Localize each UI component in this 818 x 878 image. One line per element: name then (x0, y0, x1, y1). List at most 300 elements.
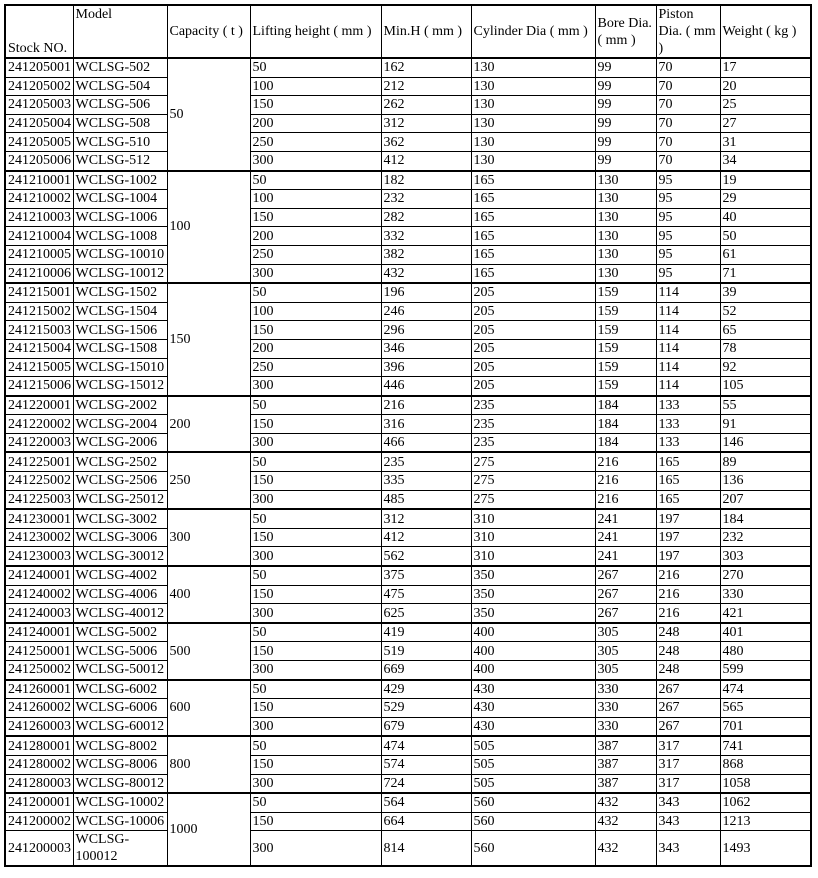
lifting-height-cell: 150 (250, 321, 381, 340)
bore-dia-cell: 130 (595, 190, 656, 209)
lifting-height-cell: 300 (250, 433, 381, 452)
lifting-height-cell: 300 (250, 661, 381, 680)
stock-no-cell: 241215005 (5, 358, 73, 377)
cylinder-dia-cell: 130 (471, 77, 595, 96)
model-cell: WCLSG-2002 (73, 396, 167, 415)
stock-no-cell: 241260002 (5, 699, 73, 718)
lifting-height-cell: 300 (250, 377, 381, 396)
bore-dia-cell: 99 (595, 58, 656, 77)
min-h-cell: 232 (381, 190, 471, 209)
lifting-height-cell: 50 (250, 171, 381, 190)
stock-no-cell: 241220002 (5, 415, 73, 434)
piston-dia-cell: 70 (656, 151, 720, 170)
table-row (5, 190, 811, 209)
weight-cell: 401 (720, 623, 811, 642)
model-cell: WCLSG-1506 (73, 321, 167, 340)
bore-dia-cell: 99 (595, 77, 656, 96)
stock-no-cell: 241205001 (5, 58, 73, 77)
lifting-height-cell: 50 (250, 396, 381, 415)
cylinder-dia-cell: 130 (471, 96, 595, 115)
lifting-height-cell: 200 (250, 339, 381, 358)
stock-no-cell: 241240001 (5, 566, 73, 585)
stock-no-cell: 241220003 (5, 433, 73, 452)
piston-dia-cell: 267 (656, 717, 720, 736)
lifting-height-cell: 50 (250, 623, 381, 642)
weight-cell: 868 (720, 755, 811, 774)
model-cell: WCLSG-2004 (73, 415, 167, 434)
cylinder-dia-cell: 350 (471, 585, 595, 604)
min-h-cell: 574 (381, 755, 471, 774)
stock-no-cell: 241215002 (5, 302, 73, 321)
weight-cell: 65 (720, 321, 811, 340)
lifting-height-cell: 300 (250, 717, 381, 736)
bore-dia-cell: 330 (595, 717, 656, 736)
piston-dia-cell: 70 (656, 96, 720, 115)
capacity-cell: 800 (167, 736, 250, 793)
stock-no-cell: 241280002 (5, 755, 73, 774)
model-cell: WCLSG-100012 (73, 831, 167, 867)
stock-no-cell: 241200003 (5, 831, 73, 867)
model-cell: WCLSG-508 (73, 114, 167, 133)
piston-dia-cell: 343 (656, 812, 720, 831)
bore-dia-cell: 432 (595, 812, 656, 831)
lifting-height-cell: 50 (250, 736, 381, 755)
cylinder-dia-cell: 205 (471, 339, 595, 358)
piston-dia-cell: 197 (656, 547, 720, 566)
capacity-cell: 100 (167, 171, 250, 284)
weight-cell: 55 (720, 396, 811, 415)
stock-no-cell: 241240001 (5, 623, 73, 642)
cylinder-dia-cell: 310 (471, 547, 595, 566)
cylinder-dia-cell: 505 (471, 755, 595, 774)
min-h-cell: 466 (381, 433, 471, 452)
piston-dia-cell: 95 (656, 264, 720, 283)
weight-cell: 89 (720, 452, 811, 471)
stock-no-cell: 241215003 (5, 321, 73, 340)
cylinder-dia-cell: 430 (471, 717, 595, 736)
stock-no-cell: 241230003 (5, 547, 73, 566)
cylinder-dia-cell: 130 (471, 151, 595, 170)
cylinder-dia-cell: 505 (471, 774, 595, 793)
lifting-height-cell: 150 (250, 585, 381, 604)
model-cell: WCLSG-502 (73, 58, 167, 77)
bore-dia-cell: 305 (595, 661, 656, 680)
lifting-height-cell: 300 (250, 831, 381, 867)
stock-no-cell: 241205002 (5, 77, 73, 96)
bore-dia-cell: 216 (595, 472, 656, 491)
piston-dia-cell: 133 (656, 433, 720, 452)
weight-cell: 17 (720, 58, 811, 77)
piston-dia-cell: 70 (656, 58, 720, 77)
piston-dia-cell: 267 (656, 699, 720, 718)
min-h-cell: 429 (381, 680, 471, 699)
model-cell: WCLSG-15012 (73, 377, 167, 396)
weight-cell: 270 (720, 566, 811, 585)
model-cell: WCLSG-4002 (73, 566, 167, 585)
lifting-height-cell: 150 (250, 208, 381, 227)
piston-dia-cell: 165 (656, 490, 720, 509)
min-h-cell: 262 (381, 96, 471, 115)
lifting-height-cell: 150 (250, 472, 381, 491)
table-row (5, 245, 811, 264)
cylinder-dia-cell: 560 (471, 831, 595, 867)
weight-cell: 421 (720, 604, 811, 623)
bore-dia-cell: 184 (595, 433, 656, 452)
lifting-height-cell: 100 (250, 77, 381, 96)
piston-dia-cell: 248 (656, 623, 720, 642)
piston-dia-cell: 95 (656, 190, 720, 209)
piston-dia-cell: 165 (656, 472, 720, 491)
min-h-cell: 412 (381, 528, 471, 547)
cylinder-dia-cell: 130 (471, 133, 595, 152)
weight-cell: 207 (720, 490, 811, 509)
piston-dia-cell: 114 (656, 358, 720, 377)
model-cell: WCLSG-504 (73, 77, 167, 96)
weight-cell: 741 (720, 736, 811, 755)
model-cell: WCLSG-1502 (73, 283, 167, 302)
min-h-cell: 432 (381, 264, 471, 283)
lifting-height-cell: 50 (250, 566, 381, 585)
bore-dia-cell: 330 (595, 699, 656, 718)
stock-no-cell: 241250002 (5, 661, 73, 680)
piston-dia-cell: 114 (656, 283, 720, 302)
weight-cell: 50 (720, 227, 811, 246)
bore-dia-cell: 216 (595, 452, 656, 471)
cylinder-dia-cell: 235 (471, 396, 595, 415)
col-header-weight: Weight ( kg ) (720, 5, 811, 58)
bore-dia-cell: 130 (595, 171, 656, 190)
min-h-cell: 724 (381, 774, 471, 793)
bore-dia-cell: 241 (595, 528, 656, 547)
model-cell: WCLSG-2502 (73, 452, 167, 471)
min-h-cell: 564 (381, 793, 471, 812)
min-h-cell: 475 (381, 585, 471, 604)
cylinder-dia-cell: 430 (471, 699, 595, 718)
lifting-height-cell: 150 (250, 96, 381, 115)
lifting-height-cell: 150 (250, 642, 381, 661)
model-cell: WCLSG-50012 (73, 661, 167, 680)
bore-dia-cell: 130 (595, 264, 656, 283)
bore-dia-cell: 99 (595, 151, 656, 170)
piston-dia-cell: 70 (656, 133, 720, 152)
capacity-cell: 600 (167, 680, 250, 737)
capacity-cell: 300 (167, 509, 250, 566)
weight-cell: 146 (720, 433, 811, 452)
lifting-height-cell: 200 (250, 227, 381, 246)
cylinder-dia-cell: 400 (471, 661, 595, 680)
table-row (5, 509, 811, 528)
table-row (5, 680, 811, 699)
weight-cell: 31 (720, 133, 811, 152)
bore-dia-cell: 267 (595, 585, 656, 604)
piston-dia-cell: 95 (656, 208, 720, 227)
weight-cell: 480 (720, 642, 811, 661)
min-h-cell: 446 (381, 377, 471, 396)
model-cell: WCLSG-80012 (73, 774, 167, 793)
piston-dia-cell: 343 (656, 793, 720, 812)
capacity-cell: 400 (167, 566, 250, 623)
model-cell: WCLSG-1006 (73, 208, 167, 227)
piston-dia-cell: 248 (656, 642, 720, 661)
bore-dia-cell: 267 (595, 566, 656, 585)
lifting-height-cell: 300 (250, 490, 381, 509)
table-row (5, 717, 811, 736)
stock-no-cell: 241250001 (5, 642, 73, 661)
bore-dia-cell: 159 (595, 302, 656, 321)
model-cell: WCLSG-6006 (73, 699, 167, 718)
model-cell: WCLSG-60012 (73, 717, 167, 736)
stock-no-cell: 241210001 (5, 171, 73, 190)
cylinder-dia-cell: 310 (471, 528, 595, 547)
stock-no-cell: 241215004 (5, 339, 73, 358)
min-h-cell: 396 (381, 358, 471, 377)
min-h-cell: 562 (381, 547, 471, 566)
weight-cell: 1062 (720, 793, 811, 812)
min-h-cell: 679 (381, 717, 471, 736)
weight-cell: 91 (720, 415, 811, 434)
weight-cell: 1493 (720, 831, 811, 867)
bore-dia-cell: 387 (595, 774, 656, 793)
weight-cell: 1058 (720, 774, 811, 793)
bore-dia-cell: 432 (595, 793, 656, 812)
stock-no-cell: 241210002 (5, 190, 73, 209)
cylinder-dia-cell: 205 (471, 283, 595, 302)
model-cell: WCLSG-4006 (73, 585, 167, 604)
table-row (5, 831, 811, 867)
weight-cell: 1213 (720, 812, 811, 831)
piston-dia-cell: 133 (656, 396, 720, 415)
piston-dia-cell: 70 (656, 77, 720, 96)
min-h-cell: 335 (381, 472, 471, 491)
lifting-height-cell: 150 (250, 528, 381, 547)
table-row (5, 812, 811, 831)
table-row (5, 96, 811, 115)
min-h-cell: 162 (381, 58, 471, 77)
cylinder-dia-cell: 400 (471, 642, 595, 661)
stock-no-cell: 241205006 (5, 151, 73, 170)
min-h-cell: 519 (381, 642, 471, 661)
model-cell: WCLSG-40012 (73, 604, 167, 623)
weight-cell: 40 (720, 208, 811, 227)
table-row (5, 321, 811, 340)
stock-no-cell: 241215006 (5, 377, 73, 396)
model-cell: WCLSG-1004 (73, 190, 167, 209)
lifting-height-cell: 300 (250, 604, 381, 623)
lifting-height-cell: 50 (250, 58, 381, 77)
cylinder-dia-cell: 275 (471, 452, 595, 471)
cylinder-dia-cell: 400 (471, 623, 595, 642)
piston-dia-cell: 197 (656, 509, 720, 528)
stock-no-cell: 241200002 (5, 812, 73, 831)
bore-dia-cell: 184 (595, 396, 656, 415)
cylinder-dia-cell: 310 (471, 509, 595, 528)
stock-no-cell: 241205003 (5, 96, 73, 115)
table-row (5, 377, 811, 396)
min-h-cell: 419 (381, 623, 471, 642)
table-row (5, 528, 811, 547)
lifting-height-cell: 100 (250, 302, 381, 321)
bore-dia-cell: 130 (595, 208, 656, 227)
min-h-cell: 312 (381, 509, 471, 528)
piston-dia-cell: 114 (656, 321, 720, 340)
table-row (5, 396, 811, 415)
model-cell: WCLSG-1504 (73, 302, 167, 321)
col-header-model: Model (73, 5, 167, 58)
model-cell: WCLSG-25012 (73, 490, 167, 509)
bore-dia-cell: 184 (595, 415, 656, 434)
min-h-cell: 332 (381, 227, 471, 246)
model-cell: WCLSG-2006 (73, 433, 167, 452)
lifting-height-cell: 50 (250, 452, 381, 471)
lifting-height-cell: 200 (250, 114, 381, 133)
stock-no-cell: 241260001 (5, 680, 73, 699)
piston-dia-cell: 95 (656, 227, 720, 246)
stock-no-cell: 241260003 (5, 717, 73, 736)
stock-no-cell: 241210005 (5, 245, 73, 264)
min-h-cell: 182 (381, 171, 471, 190)
piston-dia-cell: 317 (656, 755, 720, 774)
min-h-cell: 235 (381, 452, 471, 471)
bore-dia-cell: 330 (595, 680, 656, 699)
piston-dia-cell: 216 (656, 585, 720, 604)
bore-dia-cell: 159 (595, 339, 656, 358)
bore-dia-cell: 267 (595, 604, 656, 623)
cylinder-dia-cell: 130 (471, 114, 595, 133)
cylinder-dia-cell: 165 (471, 171, 595, 190)
table-row (5, 755, 811, 774)
model-cell: WCLSG-8006 (73, 755, 167, 774)
stock-no-cell: 241205004 (5, 114, 73, 133)
model-cell: WCLSG-10010 (73, 245, 167, 264)
bore-dia-cell: 130 (595, 245, 656, 264)
stock-no-cell: 241280003 (5, 774, 73, 793)
weight-cell: 565 (720, 699, 811, 718)
min-h-cell: 216 (381, 396, 471, 415)
piston-dia-cell: 114 (656, 339, 720, 358)
piston-dia-cell: 95 (656, 171, 720, 190)
table-row (5, 208, 811, 227)
col-header-stock-no: Stock NO. (5, 5, 73, 58)
table-row (5, 642, 811, 661)
cylinder-dia-cell: 560 (471, 793, 595, 812)
cylinder-dia-cell: 165 (471, 208, 595, 227)
min-h-cell: 669 (381, 661, 471, 680)
model-cell: WCLSG-512 (73, 151, 167, 170)
cylinder-dia-cell: 275 (471, 472, 595, 491)
cylinder-dia-cell: 165 (471, 190, 595, 209)
model-cell: WCLSG-506 (73, 96, 167, 115)
lifting-height-cell: 150 (250, 415, 381, 434)
bore-dia-cell: 159 (595, 283, 656, 302)
bore-dia-cell: 241 (595, 509, 656, 528)
lifting-height-cell: 300 (250, 264, 381, 283)
bore-dia-cell: 432 (595, 831, 656, 867)
min-h-cell: 362 (381, 133, 471, 152)
cylinder-dia-cell: 165 (471, 227, 595, 246)
spec-table-body (5, 58, 811, 866)
capacity-cell: 200 (167, 396, 250, 453)
cylinder-dia-cell: 130 (471, 58, 595, 77)
model-cell: WCLSG-10002 (73, 793, 167, 812)
stock-no-cell: 241200001 (5, 793, 73, 812)
model-cell: WCLSG-15010 (73, 358, 167, 377)
col-header-min-h: Min.H ( mm ) (381, 5, 471, 58)
bore-dia-cell: 99 (595, 133, 656, 152)
col-header-piston-dia: Piston Dia. ( mm ) (656, 5, 720, 58)
lifting-height-cell: 150 (250, 699, 381, 718)
bore-dia-cell: 241 (595, 547, 656, 566)
stock-no-cell: 241225003 (5, 490, 73, 509)
model-cell: WCLSG-1508 (73, 339, 167, 358)
model-cell: WCLSG-8002 (73, 736, 167, 755)
table-row (5, 793, 811, 812)
bore-dia-cell: 159 (595, 358, 656, 377)
weight-cell: 29 (720, 190, 811, 209)
stock-no-cell: 241220001 (5, 396, 73, 415)
stock-no-cell: 241210006 (5, 264, 73, 283)
model-cell: WCLSG-1008 (73, 227, 167, 246)
lifting-height-cell: 250 (250, 358, 381, 377)
stock-no-cell: 241210003 (5, 208, 73, 227)
piston-dia-cell: 133 (656, 415, 720, 434)
weight-cell: 105 (720, 377, 811, 396)
model-cell: WCLSG-3002 (73, 509, 167, 528)
table-row (5, 114, 811, 133)
weight-cell: 92 (720, 358, 811, 377)
stock-no-cell: 241225001 (5, 452, 73, 471)
model-cell: WCLSG-30012 (73, 547, 167, 566)
model-cell: WCLSG-5006 (73, 642, 167, 661)
lifting-height-cell: 150 (250, 812, 381, 831)
weight-cell: 136 (720, 472, 811, 491)
stock-no-cell: 241280001 (5, 736, 73, 755)
stock-no-cell: 241230001 (5, 509, 73, 528)
cylinder-dia-cell: 205 (471, 358, 595, 377)
table-row (5, 585, 811, 604)
piston-dia-cell: 267 (656, 680, 720, 699)
table-row (5, 661, 811, 680)
table-row (5, 264, 811, 283)
table-row (5, 623, 811, 642)
weight-cell: 34 (720, 151, 811, 170)
lifting-height-cell: 50 (250, 680, 381, 699)
weight-cell: 184 (720, 509, 811, 528)
table-row (5, 774, 811, 793)
piston-dia-cell: 317 (656, 774, 720, 793)
table-row (5, 227, 811, 246)
table-row (5, 283, 811, 302)
piston-dia-cell: 197 (656, 528, 720, 547)
min-h-cell: 212 (381, 77, 471, 96)
piston-dia-cell: 114 (656, 377, 720, 396)
stock-no-cell: 241225002 (5, 472, 73, 491)
weight-cell: 20 (720, 77, 811, 96)
cylinder-dia-cell: 560 (471, 812, 595, 831)
bore-dia-cell: 130 (595, 227, 656, 246)
cylinder-dia-cell: 350 (471, 566, 595, 585)
header-row (5, 5, 811, 58)
col-header-capacity: Capacity ( t ) (167, 5, 250, 58)
piston-dia-cell: 216 (656, 604, 720, 623)
model-cell: WCLSG-5002 (73, 623, 167, 642)
lifting-height-cell: 300 (250, 151, 381, 170)
cylinder-dia-cell: 275 (471, 490, 595, 509)
min-h-cell: 814 (381, 831, 471, 867)
cylinder-dia-cell: 165 (471, 245, 595, 264)
stock-no-cell: 241205005 (5, 133, 73, 152)
capacity-cell: 1000 (167, 793, 250, 866)
cylinder-dia-cell: 430 (471, 680, 595, 699)
